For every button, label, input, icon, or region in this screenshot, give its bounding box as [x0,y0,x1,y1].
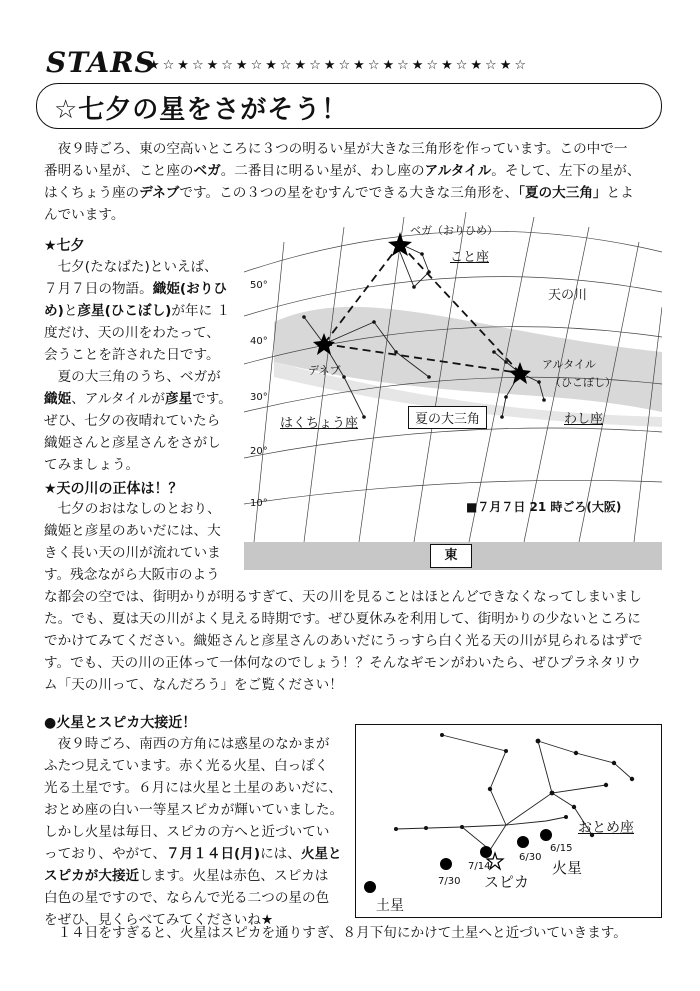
summer-triangle-label: 夏の大三角 [408,406,487,429]
text-run: 会うことを許された日です。 [44,347,220,363]
tanabata-line [44,454,244,476]
text-run: 度だけ、天の川をわたって、 [44,325,220,341]
marsspica-line [44,799,354,821]
saturn-dot [364,881,376,893]
tanabata-line [44,300,244,322]
east-direction-label: 東 [430,544,472,568]
milkyway-line: す。でも、天の川の正体って一体何なのでしょう！？そんなギモンがわいたら、ぜひプラネタリウ [44,655,641,671]
marsspica-line [44,821,354,843]
date-7-30: 7/30 [438,876,461,887]
tanabata-line [44,344,244,366]
virgo-label: おとめ座 [578,820,634,836]
alt-tick-40: 40° [250,336,268,347]
mars-jul30 [440,858,452,870]
tanabata-heading: ★七夕 [44,238,85,254]
text-run: です。この３つの星をむすんでできる大きな三角形を、 [179,185,519,201]
marsspica-line [44,733,354,755]
milkyway-short-paragraph [44,498,244,586]
text-run: をぜひ、見くらべてみてくださいね★ [44,912,274,928]
milkyway-line: 織姫と彦星のあいだには、大 [44,523,221,539]
marsspica-line [44,887,354,909]
marsspica-line [44,755,354,777]
bold-text: ７月１４日(月) [166,846,261,862]
bold-text: 織姫 [44,391,72,407]
mars-jun30 [517,836,529,848]
tanabata-line [44,278,244,300]
text-run: 。二番目に明るい星が、わし座の [220,163,425,179]
milkyway-heading: ★天の川の正体は！？ [44,481,183,497]
tanabata-line [44,432,244,454]
marsspica-paragraph [44,733,354,931]
text-run: 、アルタイルが [71,391,165,407]
bold-text: デネブ [139,185,180,201]
tanabata-line [44,322,244,344]
bold-text: 火星と [300,846,342,862]
text-run: っており、やがて、 [44,846,167,862]
tanabata-paragraph [44,256,244,476]
milkyway-label: 天の川 [548,288,588,303]
spica-label: スピカ [484,873,530,891]
alt-tick-50: 50° [250,280,268,291]
mars-jul14 [480,846,492,858]
date-6-30: 6/30 [519,852,542,863]
marsspica-last-line: １４日をすぎると、火星はスピカを通りすぎ、８月下旬にかけて土星へと近づいていきます。 [44,925,627,941]
cygnus-label: はくちょう座 [280,416,359,431]
bold-text: ベガ [193,163,221,179]
alt-tick-10: 10° [250,498,268,509]
bold-text: 「夏の大三角」 [518,185,607,201]
text-run: 七夕(たなばた)といえば、 [44,259,218,275]
text-run: ぜひ、七夕の夜晴れていたら [44,413,221,429]
text-run: んでいます。 [44,207,125,223]
text-run: 白色の星ですので、ならんで光る二つの星の色 [44,890,330,906]
altair-label: アルタイル [542,358,596,371]
stars-logo: STARS [46,46,156,79]
text-run: 織姫さんと彦星さんをさがし [44,435,221,451]
bold-text: 織姫(おりひ [152,281,227,297]
date-7-14: 7/14 [468,861,491,872]
text-run: 。そして、左下の星が、 [491,163,641,179]
virgo-map [355,724,662,918]
text-run: とよ [606,185,634,201]
text-run: はくちょう座の [44,185,140,201]
bold-text: アルタイル [424,163,492,179]
text-run: ふたつ見えています。赤く光る火星、白っぽく [44,758,329,774]
text-run: です。 [192,391,232,407]
vega-label: ベガ（おりひめ） [410,224,498,237]
star-decoration-row: ★☆★☆★☆★☆★☆★☆★☆★☆★☆★☆★☆★☆★☆ [148,58,530,73]
text-run: ７月７日の物語。 [44,281,153,297]
text-run: てみましょう。 [44,457,140,473]
text-run: 夜９時ごろ、南西の方角には惑星のなかまが [44,736,330,752]
marsspica-line [44,843,354,865]
milkyway-line: きく長い天の川が流れていま [44,545,221,561]
tanabata-line [44,410,244,432]
date-6-15: 6/15 [550,843,573,854]
mars-jun15 [540,829,552,841]
sky-map-svg [244,212,662,572]
tanabata-line [44,388,244,410]
alt-tick-30: 30° [250,392,268,403]
bold-text: スピカが大接近 [44,868,140,884]
milkyway-long-paragraph [44,586,674,696]
intro-line [44,160,664,182]
milkyway-line: でかけてみてください。織姫さんと彦星さんのあいだにうっすら白く光る天の川が見られるはずで [44,633,643,649]
tanabata-line [44,256,244,278]
marsspica-line [44,865,354,887]
milkyway-line: た。でも、夏は天の川がよく見える時期です。ぜひ夏休みを利用して、街明かりの少ないところに [44,611,641,627]
altair-sub-label: （ひこぼし） [550,376,616,389]
alt-tick-20: 20° [250,446,268,457]
tanabata-line [44,366,244,388]
text-run: します。火星は赤色、スピカは [139,868,329,884]
text-run: 光る土星です。６月には火星と土星のあいだに、 [44,780,342,796]
bold-text: 彦星(ひこぼし) [77,303,172,319]
text-run: 番明るい星が、こと座の [44,163,194,179]
milkyway-line: な都会の空では、街明かりが明るすぎて、天の川を見ることはほとんどできなくなってしまいまし [44,589,642,605]
lyra-label: こと座 [450,250,490,265]
text-run: 夏の大三角のうち、ベガが [44,369,221,385]
page-title: ☆七夕の星をさがそう！ [54,95,349,125]
bold-text: 彦星 [164,391,193,407]
text-run: しかし火星は毎日、スピカの方へと近づいてい [44,824,330,840]
milkyway-line: す。残念ながら大阪市のよう [44,567,220,583]
text-run: 夜９時ごろ、東の空高いところに３つの明るい星が大きな三角形を作っています。この中で一 [44,141,628,157]
bold-text: め) [44,303,64,319]
milkyway-line: ム「天の川って、なんだろう」をご覧ください！ [44,677,343,693]
mars-label: 火星 [552,859,583,877]
deneb-label: デネブ [308,364,341,377]
saturn-label: 土星 [376,898,404,914]
text-run: には、 [260,846,301,862]
text-run: おとめ座の白い一等星スピカが輝いていました。 [44,802,344,818]
marsspica-heading: ●火星とスピカ大接近！ [44,715,197,731]
text-run: と [63,303,78,319]
intro-line [44,138,664,160]
map-caption: ■７月７日 21 時ごろ(大阪) [466,500,622,514]
text-run: が年に １ [171,303,231,319]
marsspica-line [44,777,354,799]
aquila-label: わし座 [564,412,604,427]
milkyway-line: 七夕のおはなしのとおり、 [44,501,221,517]
intro-line [44,182,664,204]
summer-triangle-map [244,212,662,572]
